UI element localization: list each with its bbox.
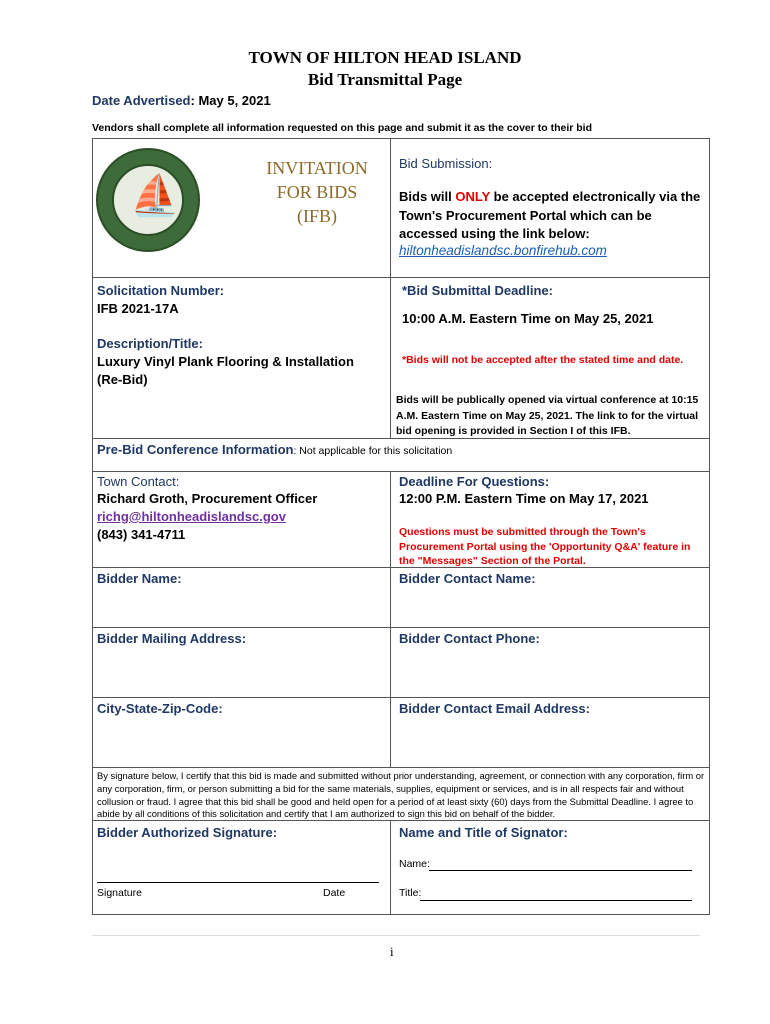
- questions-deadline-value: 12:00 P.M. Eastern Time on May 17, 2021: [399, 491, 649, 506]
- city-state-zip-field[interactable]: [93, 720, 389, 766]
- title-input-line[interactable]: [420, 900, 692, 901]
- title-label: Title:: [399, 887, 422, 899]
- prebid-value: : Not applicable for this solicitation: [293, 445, 453, 457]
- town-contact-label: Town Contact:: [97, 474, 180, 489]
- town-contact-email[interactable]: richg@hiltonheadislandsc.gov: [97, 509, 286, 524]
- signature-line[interactable]: [97, 882, 379, 883]
- solicitation-number-label: Solicitation Number:: [97, 283, 225, 298]
- prebid-label: Pre-Bid Conference Information: [97, 442, 294, 457]
- name-input-line[interactable]: [429, 870, 692, 871]
- town-seal-logo: [96, 148, 200, 252]
- bid-submission-text-after: be accepted electronically via the Town's Procurement Portal which can be accessed using the link below:: [399, 189, 701, 241]
- description-label: Description/Title:: [97, 336, 203, 351]
- city-state-zip-label: City-State-Zip-Code:: [97, 701, 223, 716]
- ship-icon: ⛵: [130, 174, 180, 218]
- description-value-rebid: (Re-Bid): [97, 372, 148, 387]
- date-advertised-value: : May 5, 2021: [190, 93, 271, 108]
- questions-deadline-label: Deadline For Questions:: [399, 474, 550, 489]
- bid-opening-text: Bids will be publically opened via virtual conference at 10:15 A.M. Eastern Time on May 25, 2021. The link to for the virtual bid opening is provided in Section I of this IFB.: [396, 394, 699, 437]
- town-contact-phone: (843) 341-4711: [97, 527, 186, 542]
- solicitation-number-value: IFB 2021-17A: [97, 301, 179, 316]
- signature-caption: Signature: [97, 887, 142, 899]
- invitation-heading: [250, 156, 384, 228]
- instructions-text: Vendors shall complete all information requested on this page and submit it as the cover to their bid: [92, 122, 593, 134]
- document-subtitle: Bid Transmittal Page: [307, 70, 463, 89]
- date-caption: Date: [323, 887, 346, 899]
- procurement-portal-link[interactable]: hiltonheadislandsc.bonfirehub.com: [399, 243, 607, 258]
- bidder-name-label: Bidder Name:: [97, 571, 182, 586]
- page-number: i: [390, 944, 394, 959]
- bid-deadline-label: *Bid Submittal Deadline:: [402, 283, 553, 298]
- row-divider: [92, 767, 710, 768]
- name-label: Name:: [399, 858, 430, 870]
- date-advertised-label: Date Advertised: [92, 93, 191, 108]
- description-value: Luxury Vinyl Plank Flooring & Installation: [97, 354, 354, 369]
- bidder-contact-name-field[interactable]: [392, 590, 708, 626]
- bid-submission-only: ONLY: [455, 189, 491, 204]
- name-title-label: Name and Title of Signator:: [399, 825, 568, 840]
- contact-phone-field[interactable]: [392, 650, 708, 696]
- invitation-line: (IFB): [297, 206, 337, 226]
- row-divider: [92, 471, 710, 472]
- column-divider-middle: [390, 471, 391, 767]
- bid-submission-label: Bid Submission:: [399, 156, 493, 171]
- prebid-conference: [97, 441, 452, 459]
- mailing-address-field[interactable]: [93, 650, 389, 696]
- bid-deadline-value: 10:00 A.M. Eastern Time on May 25, 2021: [402, 311, 654, 326]
- row-divider: [92, 697, 710, 698]
- document-title: TOWN OF HILTON HEAD ISLAND: [248, 48, 522, 67]
- certification-text: By signature below, I certify that this bid is made and submitted without prior understanding, agreement, or connection with any corporation, firm or any corporation, firm, or person submitting a bid for the same materials, supplies, equipment or services, and is in all respects fair and without collusion or fraud. I agree that this bid shall be good and held open for a period of at least sixty (60) days from the Submittal Deadline. I agree to abide by all conditions of this solicitation and certify that I am authorized to sign this bid on behalf of the bidder.: [97, 770, 705, 820]
- authorized-signature-label: Bidder Authorized Signature:: [97, 825, 278, 840]
- bidder-name-field[interactable]: [93, 590, 389, 626]
- questions-note: Questions must be submitted through the Town's Procurement Portal using the 'Opportunity Q&A' feature in the "Messages" Section of the Portal.: [399, 526, 691, 567]
- bid-deadline-warning: *Bids will not be accepted after the stated time and date.: [402, 354, 684, 366]
- invitation-line: FOR BIDS: [276, 182, 358, 202]
- footer-rule: [92, 935, 700, 936]
- date-advertised: [92, 93, 271, 108]
- bid-submission-text-before: Bids will: [399, 189, 456, 204]
- contact-email-label: Bidder Contact Email Address:: [399, 701, 590, 716]
- column-divider-top: [390, 138, 391, 438]
- bid-submission-text: [399, 188, 704, 244]
- seal-center: [112, 164, 184, 236]
- mailing-address-label: Bidder Mailing Address:: [97, 631, 247, 646]
- town-contact-name: Richard Groth, Procurement Officer: [97, 491, 318, 506]
- row-divider: [92, 627, 710, 628]
- contact-phone-label: Bidder Contact Phone:: [399, 631, 540, 646]
- bidder-contact-name-label: Bidder Contact Name:: [399, 571, 536, 586]
- column-divider-bottom: [390, 820, 391, 915]
- contact-email-field[interactable]: [392, 720, 708, 766]
- invitation-line: INVITATION: [266, 158, 368, 178]
- row-divider: [92, 277, 710, 278]
